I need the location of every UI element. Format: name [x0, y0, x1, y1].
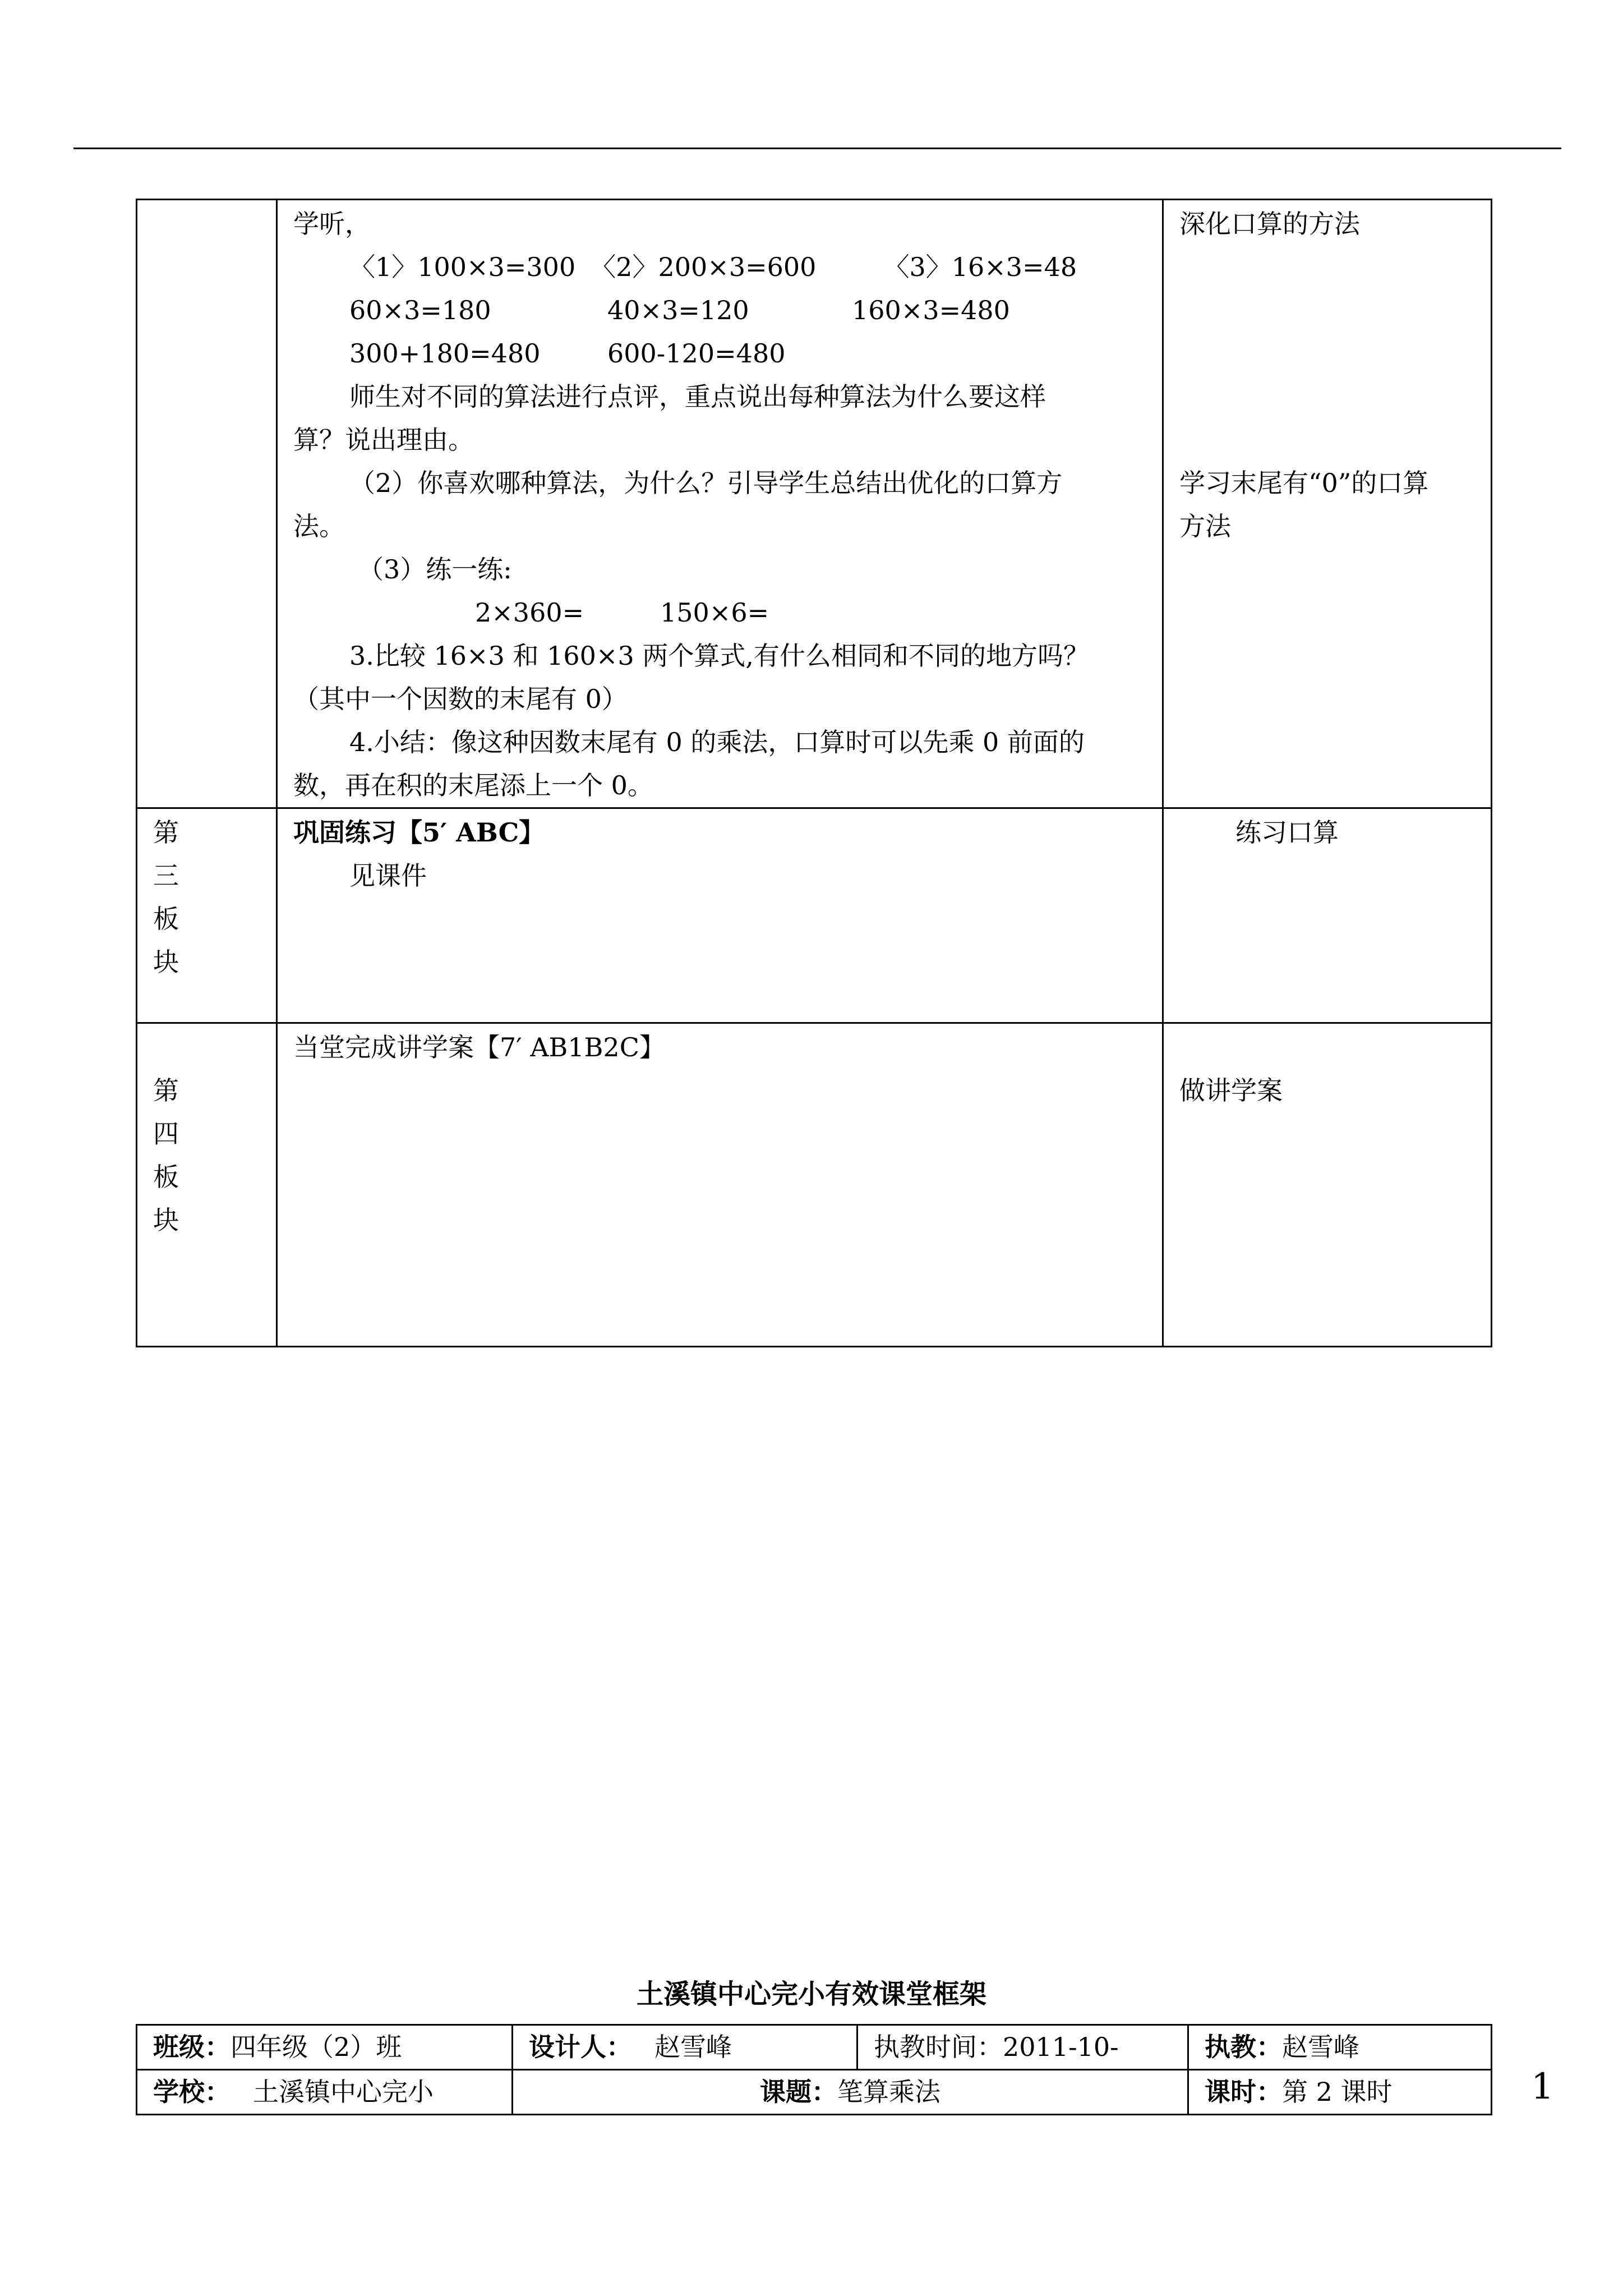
- table-row: [137, 2025, 1492, 2070]
- class-cell: 班级：四年级（2）班: [137, 2025, 513, 2070]
- note-text: 方法: [1179, 511, 1231, 541]
- content-text: 学听， 〈1〉100×3=300 〈2〉200×3=600 〈3〉16×3=48 60×3=180 40×3=120 160×3=480 300+180=480 600-120=480 师生对不同的算法进行点评，重点说出每种算法为什么要这样 算？说出理由。 （2）你喜欢哪种算法，为什么？引导学生总结出优化的口算方 法。 （3）练一练: 2×360= 150×6= 3.比较 16×3 和 160×3 两个算式,有什么相同和不同的地方吗？ （其中一个因数的末尾有 0） 4.小结：像这种因数末尾有 0 的乘法，口算时可以先乘 0 前面的 数，再在积的末尾添上一个 0。: [293, 209, 1089, 800]
- content-cell: [277, 200, 1163, 808]
- topic-cell: 课题：笔算乘法: [513, 2070, 1188, 2115]
- note-text: 深化口算的方法: [1179, 209, 1360, 239]
- note-text: 学习末尾有“0”的口算: [1179, 468, 1429, 498]
- period-cell: 课时：第 2 课时: [1188, 2070, 1492, 2115]
- time-cell: 执教时间：2011-10-: [857, 2025, 1188, 2070]
- note-cell: [1163, 1023, 1492, 1347]
- designer-cell: 设计人： 赵雪峰: [513, 2025, 857, 2070]
- note-cell: [1163, 808, 1492, 1023]
- content-cell: 巩固练习【5′ ABC】 见课件: [277, 808, 1163, 1023]
- table-row: [137, 808, 1492, 1023]
- footer-title: 土溪镇中心完小有效课堂框架: [636, 1978, 986, 2010]
- info-table: [136, 2024, 1492, 2115]
- section-label-cell: 第 三 板 块: [137, 808, 277, 1023]
- note-text: 做讲学案: [1179, 1075, 1283, 1106]
- header-rule: [73, 148, 1561, 149]
- table-row: [137, 1023, 1492, 1347]
- content-cell: [277, 1023, 1163, 1347]
- section-label-cell: 第 四 板 块: [137, 1023, 277, 1347]
- page-number: 1: [1531, 2066, 1554, 2108]
- note-cell: [1163, 200, 1492, 808]
- section-label-cell: [137, 200, 277, 808]
- lesson-table: [136, 199, 1492, 1347]
- school-cell: 学校： 土溪镇中心完小: [137, 2070, 513, 2115]
- note-text: 练习口算: [1235, 817, 1339, 848]
- section-title: 巩固练习【5′ ABC】: [293, 817, 545, 848]
- table-row: [137, 2070, 1492, 2115]
- section-title: 当堂完成讲学案【7′ AB1B2C】: [293, 1032, 665, 1062]
- table-row: [137, 200, 1492, 808]
- teacher-cell: 执教：赵雪峰: [1188, 2025, 1492, 2070]
